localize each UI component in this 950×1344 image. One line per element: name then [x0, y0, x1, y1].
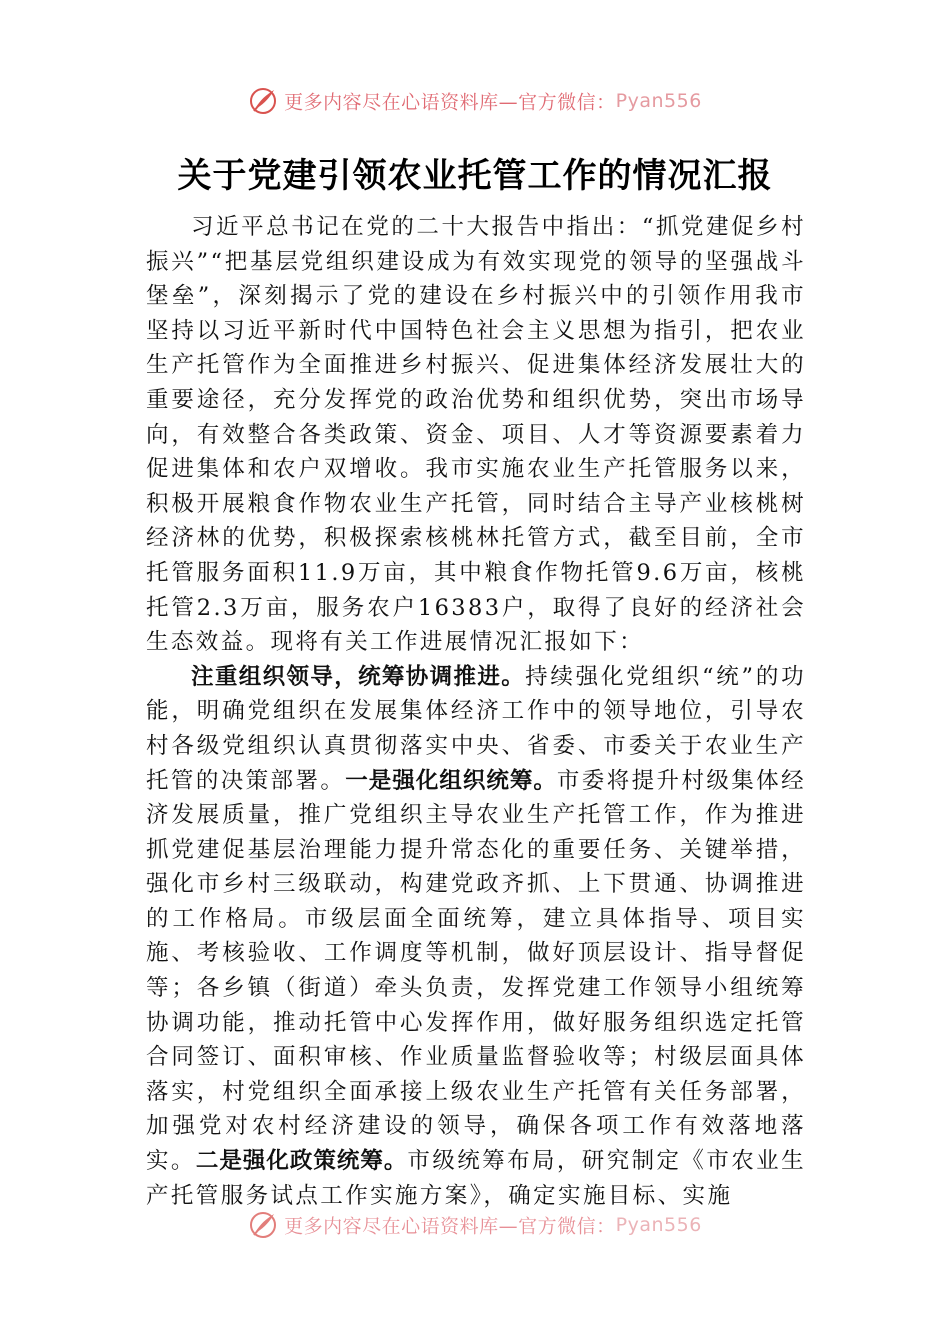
watermark-wechat-id: Pyan556	[615, 1214, 702, 1236]
watermark-text: 更多内容尽在心语资料库—官方微信：	[284, 91, 616, 114]
watermark-header	[0, 86, 950, 116]
subheading-organization-coordination: 一是强化组织统筹。	[345, 767, 557, 794]
intro-text: 习近平总书记在党的二十大报告中指出：“抓党建促乡村振兴”“把基层党组织建设成为有效实现党的领导的坚强战斗堡垒”，深刻揭示了党的建设在乡村振兴中的引领作用我市坚持以习近平新时代中国特色社会主义思想为指引，把农业生产托管作为全面推进乡村振兴、促进集体经济发展壮大的重要途径，充分发挥党的政治优势和组织优势，突出市场导向，有效整合各类政策、资金、项目、人才等资源要素着力促进集体和农户双增收。我市实施农业生产托管服务以来，积极开展粮食作物农业生产托管，同时结合主导产业核桃树经济林的优势，积极探索核桃林托管方式，截至目前，全市托管服务面积11.9万亩，其中粮食作物托管9.6万亩，核桃托管2.3万亩，服务农户16383户，取得了良好的经济社会生态效益。现将有关工作进展情况汇报如下：	[146, 214, 806, 656]
watermark-footer	[0, 1210, 950, 1240]
paragraph-intro	[146, 210, 806, 660]
quill-logo-icon	[248, 1210, 278, 1240]
quill-logo-icon	[248, 86, 278, 116]
subheading-policy-coordination: 二是强化政策统筹。	[195, 1148, 408, 1175]
document-body	[146, 210, 806, 1220]
section-heading-organization: 注重组织领导，统筹协调推进。	[191, 663, 526, 690]
section-text: 市委将提升村级集体经济发展质量，推广党组织主导农业生产托管工作，作为推进抓党建促基层治理能力提升常态化的重要任务、关键举措，强化市乡村三级联动，构建党政齐抓、上下贯通、协调推进的工作格局。市级层面全面统筹，建立具体指导、项目实施、考核验收、工作调度等机制，做好顶层设计、指导督促等；各乡镇（街道）牵头负责，发挥党建工作领导小组统筹协调功能，推动托管中心发挥作用，做好服务组织选定托管合同签订、面积审核、作业质量监督验收等；村级层面具体落实，村党组织全面承接上级农业生产托管有关任务部署，加强党对农村经济建设的领导，确保各项工作有效落地落实。	[146, 767, 806, 1175]
section-text: 市级统筹布局，研究制定《市农业生产托管服务试点工作实施方案》，确定实施目标、实施	[146, 1148, 806, 1209]
section-text: 持续强化党组织“统”的功能，明确党组织在发展集体经济工作中的领导地位，引导农村各级党组织认真贯彻落实中央、省委、市委关于农业生产托管的决策部署。	[146, 663, 806, 794]
paragraph-organization	[146, 660, 806, 1214]
document-title: 关于党建引领农业托管工作的情况汇报	[177, 156, 773, 196]
watermark-text: 更多内容尽在心语资料库—官方微信：	[284, 1215, 616, 1238]
watermark-wechat-id: Pyan556	[615, 90, 702, 112]
